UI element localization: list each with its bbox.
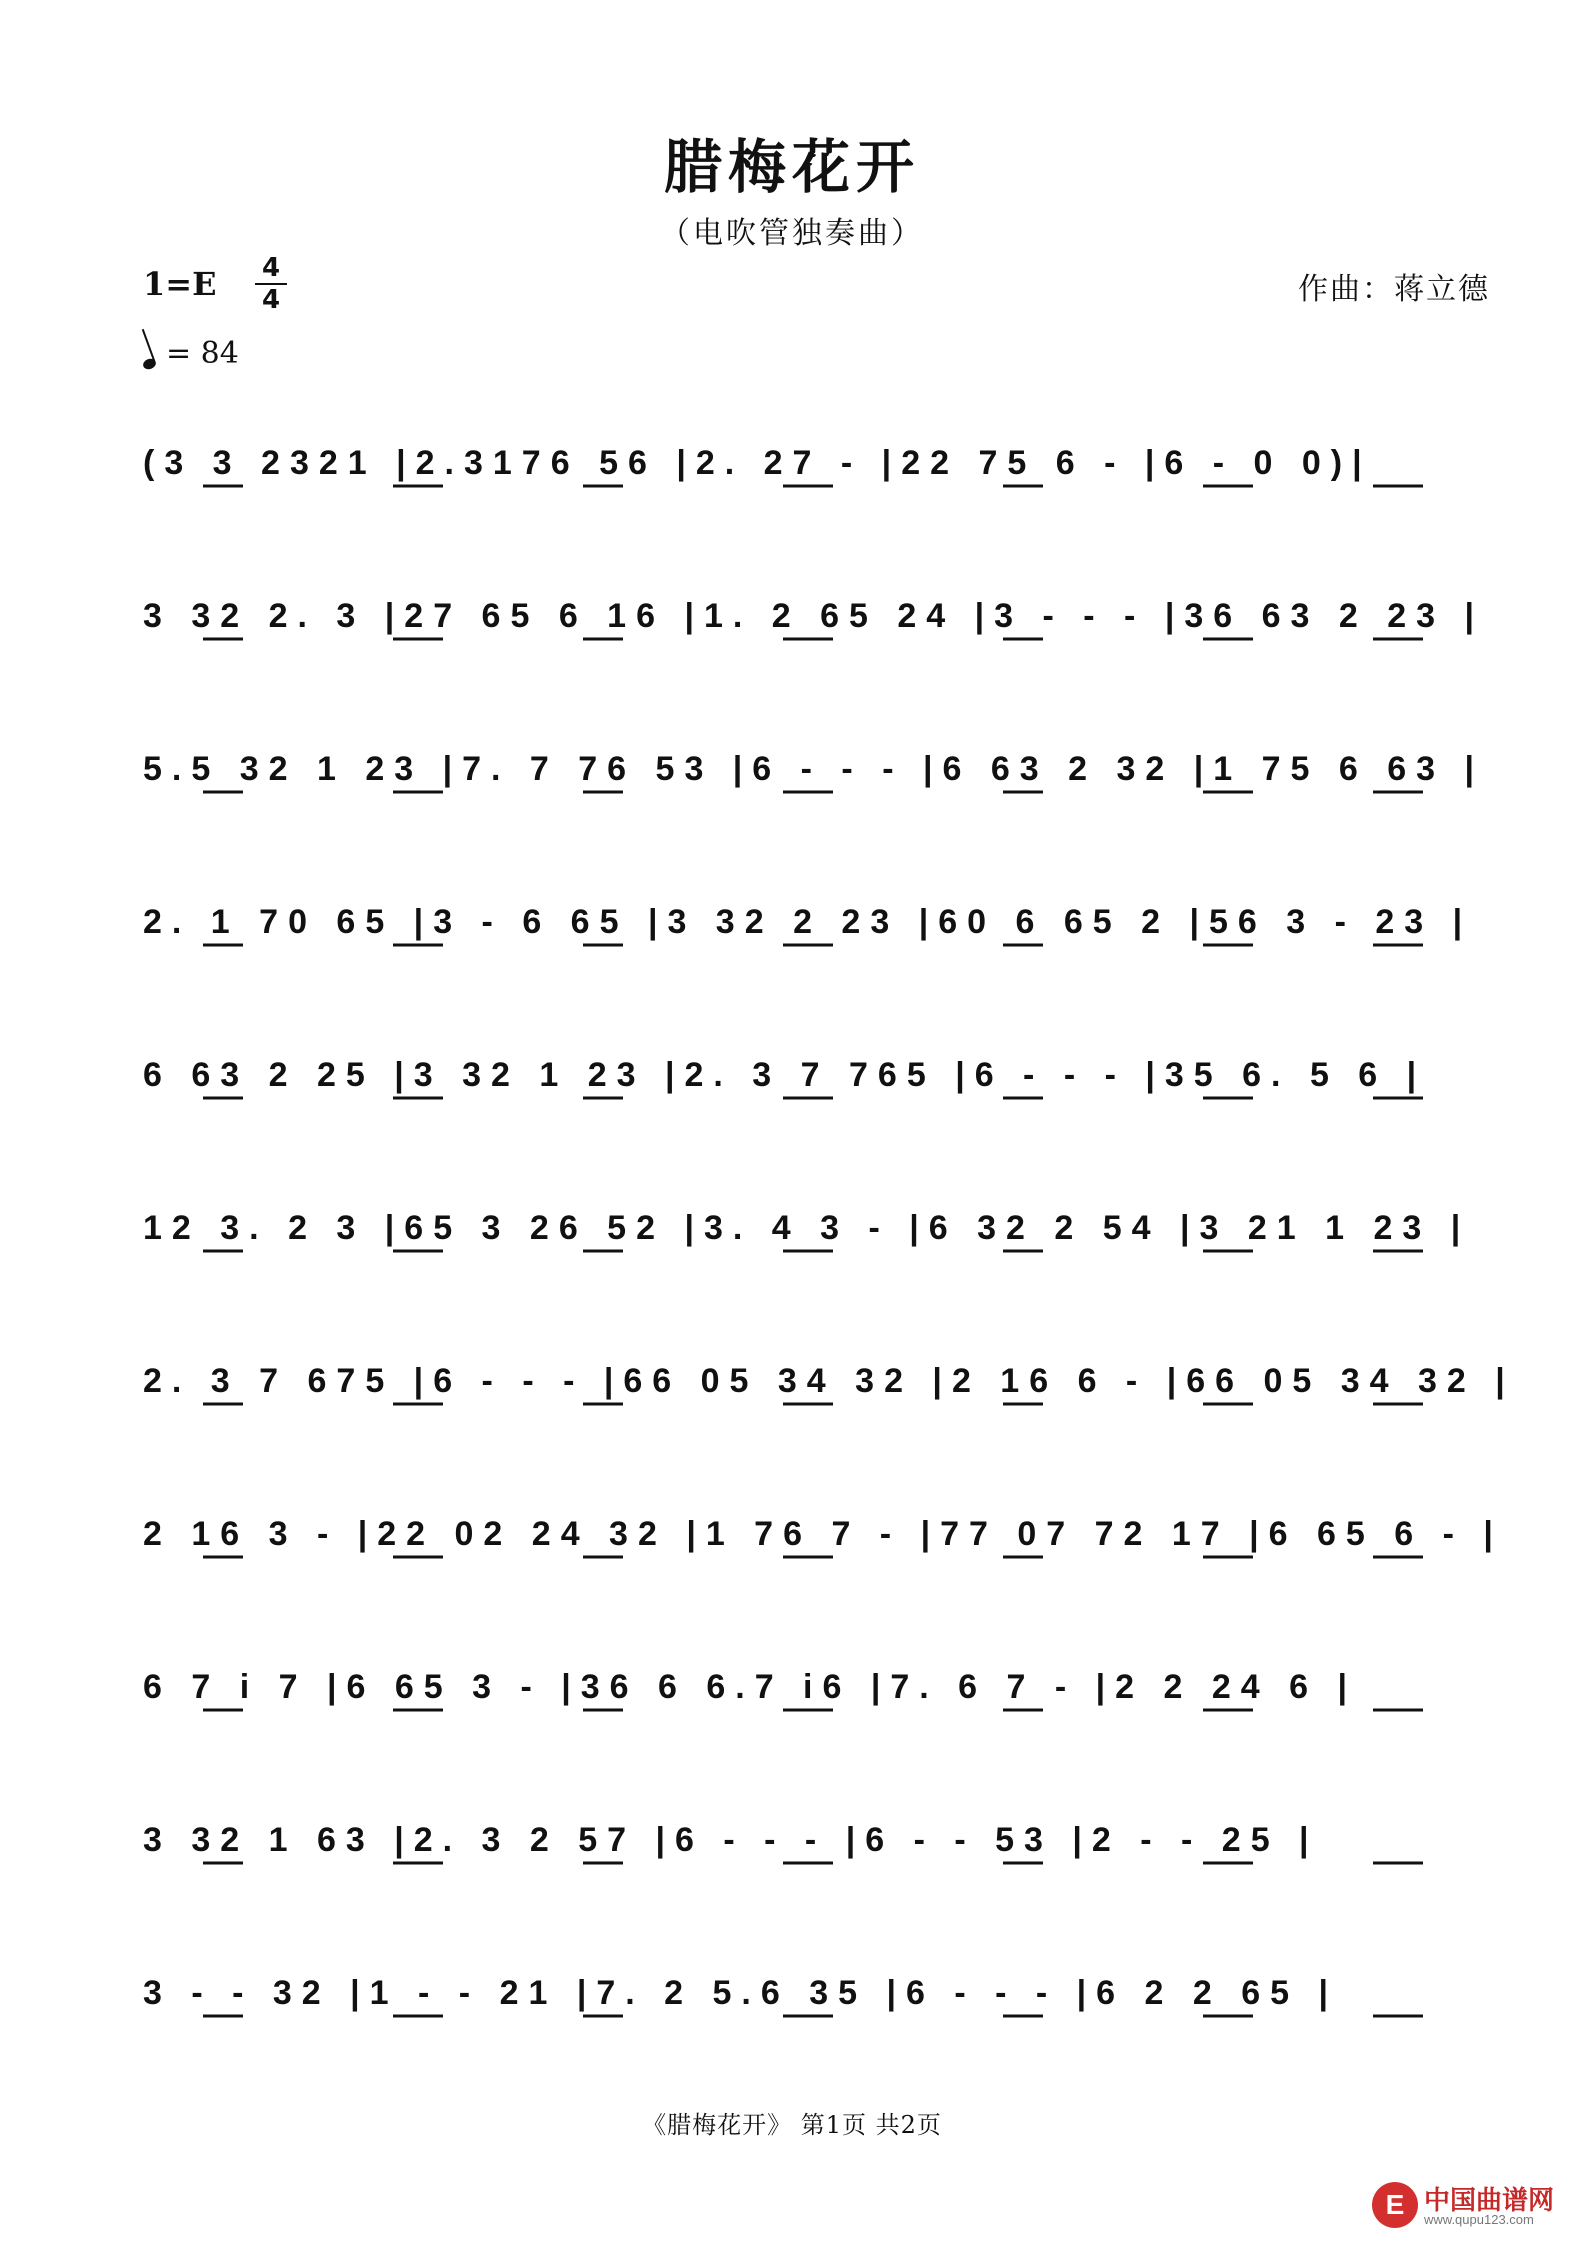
beam-layer <box>143 428 1495 508</box>
notation-line: 5.5 32 1 23 |7. 7 76 53 |6 - - - |6 63 2 32 |1 75 6 63 | <box>143 750 1484 788</box>
composer-credit: 作曲：蒋立德 <box>1298 272 1490 307</box>
score-title: 腊梅花开 <box>663 133 920 201</box>
score-system <box>143 1652 1495 1722</box>
beam-layer <box>143 1346 1495 1426</box>
key-signature: 1=E <box>143 265 217 303</box>
score-system <box>143 428 1495 498</box>
tempo-marking <box>143 336 239 371</box>
site-name: 中国曲谱网 <box>1424 2186 1555 2216</box>
page-footer: 《腊梅花开》 第1页 共2页 <box>642 2111 942 2139</box>
notation-line: 3 - - 32 |1 - - 21 |7. 2 5.6 35 |6 - - - |6 2 2 65 | <box>143 1974 1339 2012</box>
quarter-note-icon <box>142 357 158 371</box>
time-signature-top: 4 <box>261 253 281 283</box>
score-system <box>143 1040 1495 1110</box>
notation-line: 2. 1 70 65 |3 - 6 65 |3 32 2 23 |60 6 65 2 |56 3 - 23 | <box>143 903 1473 941</box>
score-system <box>143 1499 1503 1569</box>
notation-line: 2 16 3 - |22 02 24 32 |1 76 7 - |77 07 72 17 |6 65 6 - | <box>143 1515 1503 1553</box>
time-signature <box>255 254 287 314</box>
score-system <box>143 1805 1495 1875</box>
site-url: www.qupu123.com <box>1424 2212 1534 2227</box>
site-logo-icon: E <box>1372 2182 1418 2228</box>
site-watermark <box>1372 2180 1572 2230</box>
tempo-value: = 84 <box>166 336 239 371</box>
beam-layer <box>143 887 1495 967</box>
notation-line: 6 7 i 7 |6 65 3 - |36 6 6.7 i6 |7. 6 7 - |2 2 24 6 | <box>143 1668 1358 1706</box>
score-system <box>143 887 1495 957</box>
beam-layer <box>143 1805 1495 1885</box>
notation-line: 6 63 2 25 |3 32 1 23 |2. 3 7 765 |6 - - - |35 6. 5 6 | <box>143 1056 1427 1094</box>
beam-layer <box>143 1193 1495 1273</box>
notation-line: 3 32 1 63 |2. 3 2 57 |6 - - - |6 - - 53 |2 - - 25 | <box>143 1821 1319 1859</box>
beam-layer <box>143 1652 1495 1732</box>
score-system <box>143 1193 1495 1263</box>
time-signature-bottom: 4 <box>261 285 281 315</box>
beam-layer <box>143 1499 1495 1579</box>
score-system <box>143 734 1495 804</box>
beam-layer <box>143 1958 1495 2038</box>
notation-line: 12 3. 2 3 |65 3 26 52 |3. 4 3 - |6 32 2 54 |3 21 1 23 | <box>143 1209 1471 1247</box>
beam-layer <box>143 734 1495 814</box>
score-subtitle: （电吹管独奏曲） <box>660 216 924 251</box>
notation-line: 2. 3 7 675 |6 - - - |66 05 34 32 |2 16 6 - |66 05 34 32 | <box>143 1362 1515 1400</box>
score-system <box>143 1346 1515 1416</box>
score-system <box>143 581 1495 651</box>
beam-layer <box>143 581 1495 661</box>
notation-line: (3 3 2321 |2.3176 56 |2. 27 - |22 75 6 - |6 - 0 0)| <box>143 444 1372 482</box>
score-system <box>143 1958 1495 2028</box>
notation-line: 3 32 2. 3 |27 65 6 16 |1. 2 65 24 |3 - - - |36 63 2 23 | <box>143 597 1484 635</box>
beam-layer <box>143 1040 1495 1120</box>
